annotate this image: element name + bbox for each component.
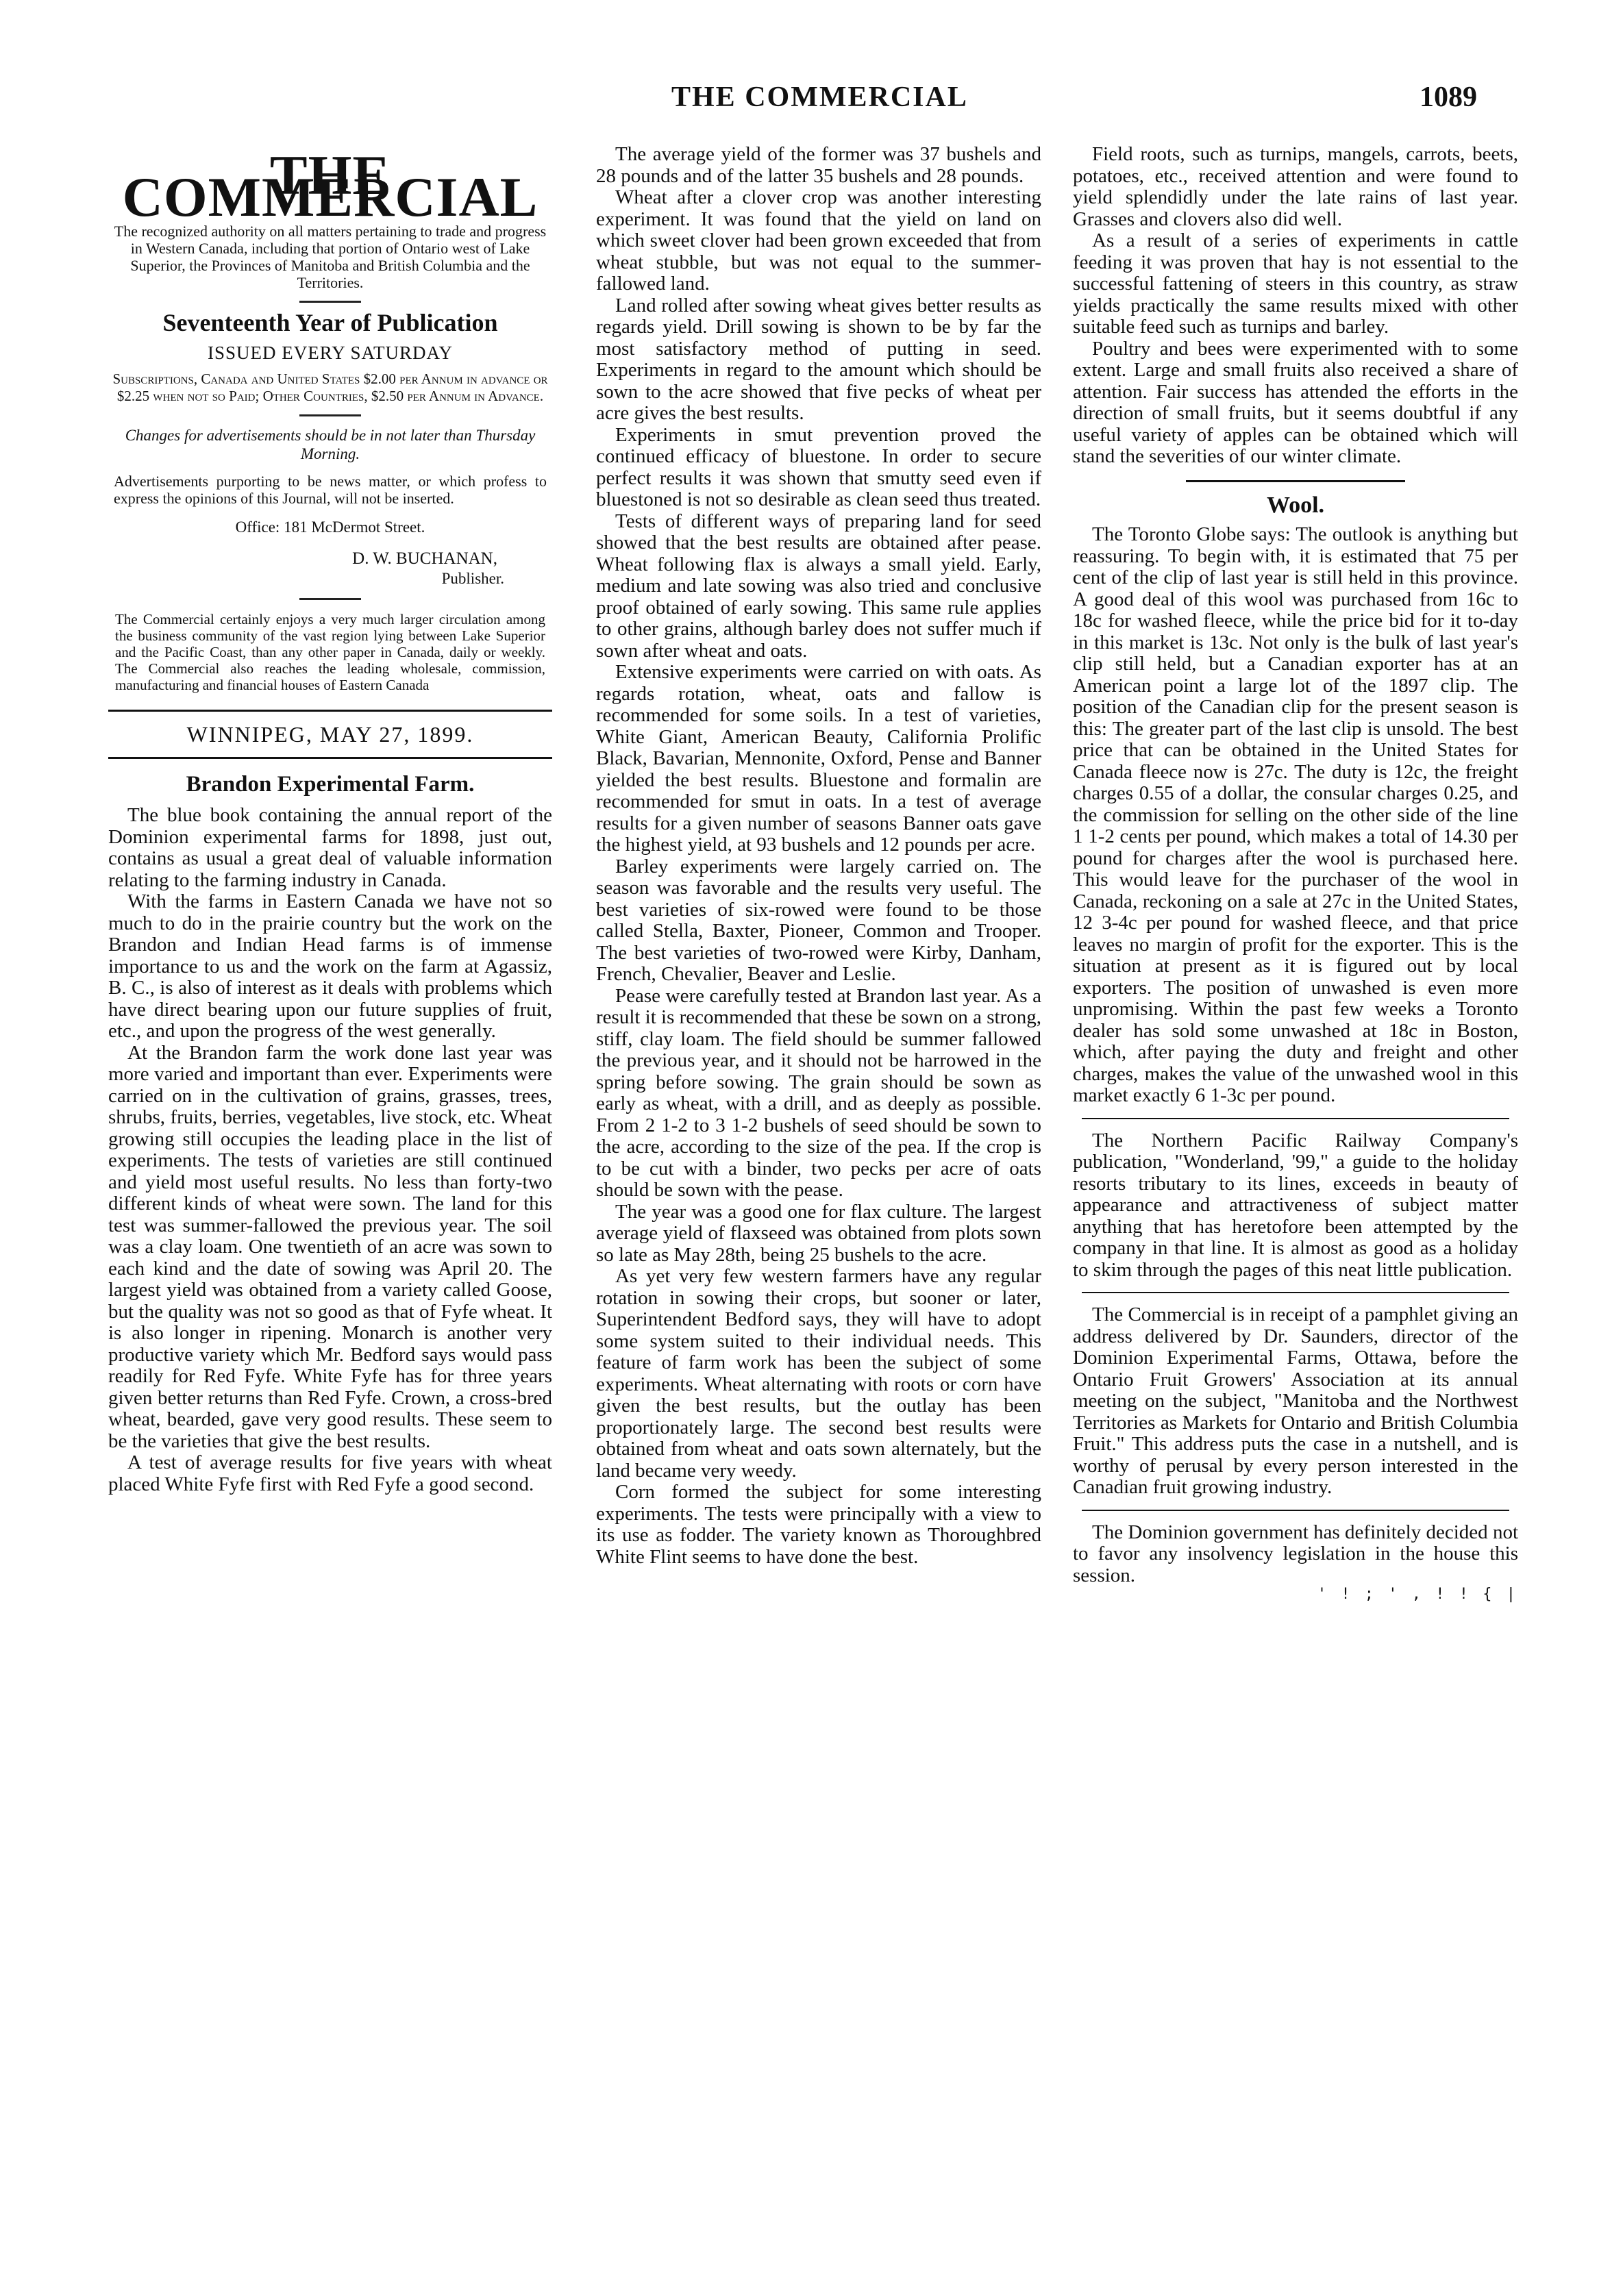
article-paragraph: Tests of different ways of preparing land for seed showed that the best results are obtained after pease. Wheat following flax is always a small yield. Early, medium and late sowing was also tried and conclusive proof obtained of early sowing. This same rule applies to other grains, although barley does not suffer much if sown after wheat and oats. [596, 510, 1041, 662]
news-item: The Dominion government has definitely decided not to favor any insolvency legislation in the house this session. [1073, 1521, 1518, 1586]
article-paragraph: Field roots, such as turnips, mangels, carrots, beets, potatoes, etc., received attention and were found to yield splendidly under the late rains of last year. Grasses and clovers also did well. [1073, 144, 1518, 230]
adv-changes-notice: Changes for advertisements should be in not later than Thursday Morning. [125, 427, 536, 462]
publication-year: Seventeenth Year of Publication [162, 309, 498, 336]
item-rule [1082, 1118, 1509, 1119]
publisher-name: D. W. BUCHANAN, [352, 549, 497, 568]
column-3 [1073, 144, 1518, 2269]
circulation-notice: The Commercial certainly enjoys a very much larger circulation among the business community of the vast region lying between Lake Superior and the Pacific Coast, than any other paper in Canada, daily or weekly. The Commercial also reaches the leading wholesale, commission, manufacturing and financial houses of Eastern Canada [115, 611, 545, 693]
page-number: 1089 [1420, 82, 1477, 113]
subscriptions-notice: Subscriptions, Canada and United States $2.00 per Annum in advance or $2.25 when not so Paid; Other Countries, $2.50 per Annum in Advance. [112, 371, 548, 404]
article-paragraph: As a result of a series of experiments in cattle feeding it was proven that hay is not essential to the successful fattening of steers in this country, as straw yields practically the same results mixed with other suitable feed such as turnips and barley. [1073, 229, 1518, 338]
column-2 [596, 144, 1041, 2269]
print-artifact-marks: ' ! ; ' , ! ! { | [1317, 1586, 1518, 1603]
article-paragraph: A test of average results for five years with wheat placed White Fyfe first with Red Fyfe a good second. [108, 1451, 552, 1495]
running-header [0, 81, 1623, 136]
article-paragraph: Extensive experiments were carried on with oats. As regards rotation, wheat, oats and fallow is recommended for some soils. In a test of varieties, White Giant, American Beauty, California Prolific Black, Bavarian, Mennonite, Oxford, Pense and Banner yielded the best results. Bluestone and formalin are recommended for smut in oats. In a test of average results for a given number of seasons Banner oats gave the highest yield, at 93 bushels and 12 pounds per acre. [596, 661, 1041, 856]
short-rule [299, 414, 361, 416]
article-heading-brandon: Brandon Experimental Farm. [186, 771, 475, 797]
article-paragraph: Wheat after a clover crop was another interesting experiment. It was found that the yield on land on which sweet clover had been grown exceeded that from wheat stubble, but was not equal to the summer-fallowed land. [596, 186, 1041, 295]
article-paragraph: The year was a good one for flax culture. The largest average yield of flaxseed was obtained from plots sown so late as May 28th, being 25 bushels to the acre. [596, 1200, 1041, 1266]
article-heading-wool: Wool. [1266, 492, 1325, 518]
item-rule [1082, 1510, 1509, 1511]
news-item: The Commercial is in receipt of a pamphlet giving an address delivered by Dr. Saunders, director of the Dominion Experimental Farms, Ottawa, before the Ontario Fruit Growers' Association at its annual meeting on the subject, "Manitoba and the Northwest Territories as Markets for Ontario and British Columbia Fruit." This address puts the case in a nutshell, and is worthy of perusal by every person interested in the Canadian fruit growing industry. [1073, 1303, 1518, 1498]
adv-policy-notice: Advertisements purporting to be news matter, or which profess to express the opinions of this Journal, will not be inserted. [114, 473, 547, 507]
short-rule [299, 598, 361, 600]
article-paragraph: At the Brandon farm the work done last year was more varied and important than ever. Experiments were carried on in the cultivation of grains, grasses, trees, shrubs, fruits, berries, vegetables, live stock, etc. Wheat growing still occupies the leading place in the list of experiments. The tests of varieties are still continued and yield most useful results. No less than forty-two different kinds of wheat were sown. The land for this test was summer-fallowed the previous year. The soil was a clay loam. One twentieth of an acre was sown to each kind and the date of sowing was April 20. The largest yield was obtained from a variety called Goose, but the quality was not so good as that of Fyfe wheat. It is also longer in ripening. Monarch is another very productive variety which Mr. Bedford says would pass readily for Red Fyfe. White Fyfe has for three years given better returns than Red Fyfe. Crown, a cross-bred wheat, bearded, gave very good results. These seem to be the varieties that give the best results. [108, 1041, 552, 1452]
article-paragraph: The average yield of the former was 37 bushels and 28 pounds and of the latter 35 bushels and 28 pounds. [596, 144, 1041, 187]
issued-line: ISSUED EVERY SATURDAY [207, 342, 454, 363]
section-rule [1186, 480, 1405, 482]
article-paragraph: As yet very few western farmers have any regular rotation in sowing their crops, but sooner or later, Superintendent Bedford says, they will have to adopt some system suited to their individual needs. This feature of farm work has been the subject of some experiments. Wheat alternating with roots or corn have given the best results, but the outlay has been proportionately large. The second best results were obtained from wheat and oats sown alternately, but the land became very weedy. [596, 1265, 1041, 1482]
news-item: The Northern Pacific Railway Company's publication, "Wonderland, '99," a guide to the holiday resorts tributary to its lines, exceeds in beauty of appearance and attractiveness of subject matter anything that has heretofore been attempted by the company in that line. It is almost as good as a holiday to skim through the pages of this neat little publication. [1073, 1129, 1518, 1281]
article-paragraph: Barley experiments were largely carried on. The season was favorable and the results very useful. The best varieties of six-rowed were found to be those called Stella, Baxter, Pioneer, Common and Trooper. The best varieties of two-rowed were Kirby, Danham, French, Chevalier, Beaver and Leslie. [596, 855, 1041, 985]
article-paragraph: Experiments in smut prevention proved the continued efficacy of bluestone. In order to secure perfect results it was shown that smutty seed even if bluestoned is not so desirable as clean seed thus treated. [596, 423, 1041, 510]
office-address: Office: 181 McDermot Street. [235, 519, 425, 536]
article-paragraph: Corn formed the subject for some interesting experiments. The tests were principally with a view to its use as fodder. The variety known as Thoroughbred White Flint seems to have done the best. [596, 1481, 1041, 1568]
article-paragraph: Poultry and bees were experimented with to some extent. Large and small fruits also received a share of attention. Fair success has attended the efforts in the direction of small fruits, but it seems doubtful if any useful variety of apples can be obtained which will stand the severities of our winter climate. [1073, 337, 1518, 467]
masthead-tagline: The recognized authority on all matters pertaining to trade and progress in Western Canada, including that portion of Ontario west of Lake Superior, the Provinces of Manitoba and British Columbia and the Territories. [114, 223, 547, 291]
item-rule [1082, 1292, 1509, 1293]
article-paragraph: The Toronto Globe says: The outlook is anything but reassuring. To begin with, it is estimated that 75 per cent of the clip of last year is still held in this province. A good deal of this wool was purchased from 16c to 18c for washed fleece, while the price bid for it to-day in this market is 13c. Not only is the bulk of last year's clip still held, but a Canadian exporter has at an American point a large lot of the 1897 clip. The position of the Canadian clip for the present season is this: The greater part of the last clip is unsold. The best price that can be obtained in the United States for Canada fleece now is 27c. The duty is 12c, the freight charges 0.55 of a dollar, the consular charges 0.25, and the commission for selling on the other side of the line 1 1-2 cents per pound, which makes a total of 14.30 per pound for charges after the wool is purchased here. This would leave for the purchaser of the wool in Canada, reckoning on a sale at 27c in the United States, 12 3-4c per pound for washed fleece, and that price leaves no margin of profit for the exporter. This is the situation at present as it is figured out by local exporters. The position of unwashed is even more unpromising. Within the past few weeks a Toronto dealer has sold some unwashed at 18c in Boston, which, after paying the duty and freight and other charges, makes the value of the unwashed wool in this market exactly 6 1-3c per pound. [1073, 523, 1518, 1106]
masthead-title: THE COMMERCIAL [122, 144, 538, 228]
short-rule [299, 301, 361, 303]
column-1 [108, 144, 552, 2269]
publisher-title: Publisher. [441, 570, 504, 587]
article-paragraph: With the farms in Eastern Canada we have not so much to do in the prairie country but the work on the Brandon and Indian Head farms is of immense importance to us and the work on the farm at Agassiz, B. C., is also of interest as it deals with problems which have direct bearing upon our future supplies of fruit, etc., and upon the progress of the west generally. [108, 890, 552, 1042]
article-paragraph: The blue book containing the annual report of the Dominion experimental farms for 1898, just out, contains as usual a great deal of valuable information relating to the farming industry in Canada. [108, 804, 552, 891]
article-paragraph: Pease were carefully tested at Brandon last year. As a result it is recommended that these be sown on a strong, stiff, clay loam. The field should be summer fallowed the previous year, and it should not be harrowed in the spring before sowing. The grain should be sown as early as wheat, with a drill, and as deeply as possible. From 2 1-2 to 3 1-2 bushels of seed should be sown to the acre, according to the size of the pea. If the crop is to be cut with a binder, two pecks per acre of oats should be sown with the pease. [596, 984, 1041, 1201]
article-paragraph: Land rolled after sowing wheat gives better results as regards yield. Drill sowing is shown to be by far the most satisfactory method of putting in seed. Experiments in regard to the amount which should be sown to the acre showed that five pecks of wheat per acre gives the best results. [596, 294, 1041, 424]
running-title: THE COMMERCIAL [671, 82, 968, 113]
dateline: WINNIPEG, MAY 27, 1899. [108, 710, 552, 759]
